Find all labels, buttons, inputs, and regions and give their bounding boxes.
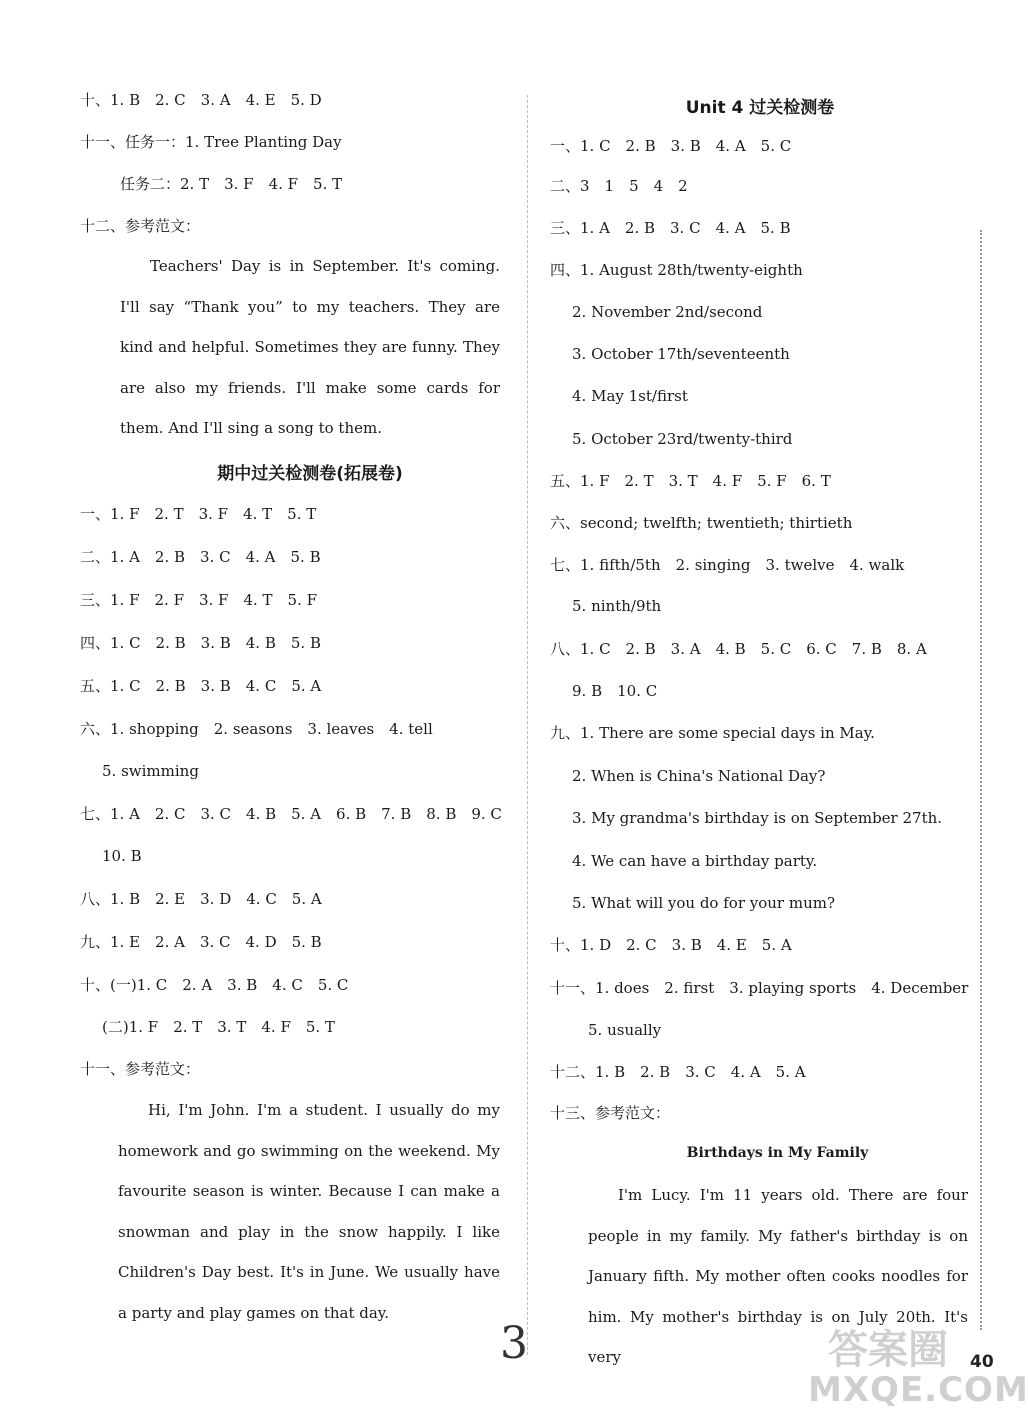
answer-line: 一、1. C 2. B 3. B 4. A 5. C	[550, 137, 792, 155]
answer-line: 任务二：2. T 3. F 4. F 5. T	[120, 175, 343, 193]
answer-line: 二、1. A 2. B 3. C 4. A 5. B	[80, 548, 321, 566]
answer-line: 十、1. B 2. C 3. A 4. E 5. D	[80, 91, 322, 109]
answer-line: 六、1. shopping 2. seasons 3. leaves 4. tell	[80, 720, 433, 738]
answer-line: 五、1. C 2. B 3. B 4. C 5. A	[80, 677, 322, 695]
answer-line: 十、(一)1. C 2. A 3. B 4. C 5. C	[80, 976, 349, 994]
answer-line: 七、1. fifth/5th 2. singing 3. twelve 4. walk	[550, 556, 905, 574]
answer-line: 五、1. F 2. T 3. T 4. F 5. F 6. T	[550, 472, 831, 490]
answer-line: 十二、1. B 2. B 3. C 4. A 5. A	[550, 1063, 806, 1081]
answer-line: 三、1. A 2. B 3. C 4. A 5. B	[550, 219, 791, 237]
sample-essay: Teachers' Day is in September. It's coming. I'll say “Thank you” to my teachers. They are kind and helpful. Sometimes they are funny. They are also my friends. I'll make some cards for them. And I'll sing a song to them.	[120, 257, 500, 437]
answer-line: 十一、参考范文：	[80, 1060, 201, 1078]
essay-title: Birthdays in My Family	[686, 1145, 869, 1161]
answer-line: 四、1. August 28th/twenty-eighth	[550, 261, 803, 279]
answer-line: 四、1. C 2. B 3. B 4. B 5. B	[80, 634, 321, 652]
answer-line: 4. May 1st/first	[572, 387, 688, 405]
section-heading: Unit 4 过关检测卷	[685, 98, 835, 118]
watermark-text: 答案圈	[828, 1327, 948, 1373]
answer-line: (二)1. F 2. T 3. T 4. F 5. T	[102, 1018, 335, 1036]
answer-line: 9. B 10. C	[572, 682, 658, 700]
answer-line: 一、1. F 2. T 3. F 4. T 5. T	[80, 505, 317, 523]
answer-line: 十二、参考范文：	[80, 217, 201, 235]
column-divider	[527, 95, 528, 1355]
answer-line: 七、1. A 2. C 3. C 4. B 5. A 6. B 7. B 8. B 9. C	[80, 805, 502, 823]
sample-essay: I'm Lucy. I'm 11 years old. There are four people in my family. My father's birthday is on January fifth. My mother often cooks noodles for him. My mother's birthday is on July 20th. It's very	[588, 1186, 968, 1366]
answer-line: 5. usually	[588, 1021, 662, 1039]
answer-line: 六、second; twelfth; twentieth; thirtieth	[550, 514, 853, 532]
answer-line: 5. ninth/9th	[572, 597, 662, 615]
sample-essay: Hi, I'm John. I'm a student. I usually do my homework and go swimming on the weekend. My favourite season is winter. Because I can make a snowman and play in the snow happily. I like Children's Day best. It's in June. We usually have a party and play games on that day.	[118, 1101, 500, 1322]
answer-line: 5. October 23rd/twenty-third	[572, 430, 793, 448]
answer-line: 二、3 1 5 4 2	[550, 177, 688, 195]
handwritten-mark: 3	[500, 1318, 528, 1369]
watermark-url: MXQE.COM	[808, 1370, 1029, 1410]
answer-line: 2. When is China's National Day?	[572, 767, 826, 785]
answer-line: 2. November 2nd/second	[572, 303, 763, 321]
watermark	[808, 1318, 1029, 1413]
page-edge-mark	[980, 230, 1000, 1330]
answer-line: 八、1. B 2. E 3. D 4. C 5. A	[80, 890, 322, 908]
answer-line: 3. October 17th/seventeenth	[572, 345, 790, 363]
section-heading: 期中过关检测卷(拓展卷)	[217, 464, 403, 484]
answer-line: 十、1. D 2. C 3. B 4. E 5. A	[550, 936, 792, 954]
answer-line: 10. B	[102, 847, 142, 865]
answer-line: 九、1. E 2. A 3. C 4. D 5. B	[80, 933, 322, 951]
answer-line: 十一、1. does 2. first 3. playing sports 4. December	[550, 979, 969, 997]
answer-line: 十一、任务一：1. Tree Planting Day	[80, 133, 342, 151]
answer-line: 十三、参考范文：	[550, 1104, 671, 1122]
answer-line: 5. What will you do for your mum?	[572, 894, 836, 912]
answer-line: 5. swimming	[102, 762, 199, 780]
answer-line: 4. We can have a birthday party.	[572, 852, 818, 870]
answer-line: 3. My grandma's birthday is on September 27th.	[572, 809, 943, 827]
answer-line: 九、1. There are some special days in May.	[550, 724, 875, 742]
answer-line: 三、1. F 2. F 3. F 4. T 5. F	[80, 591, 318, 609]
answer-line: 八、1. C 2. B 3. A 4. B 5. C 6. C 7. B 8. A	[550, 640, 927, 658]
page-number: 40	[970, 1352, 994, 1372]
